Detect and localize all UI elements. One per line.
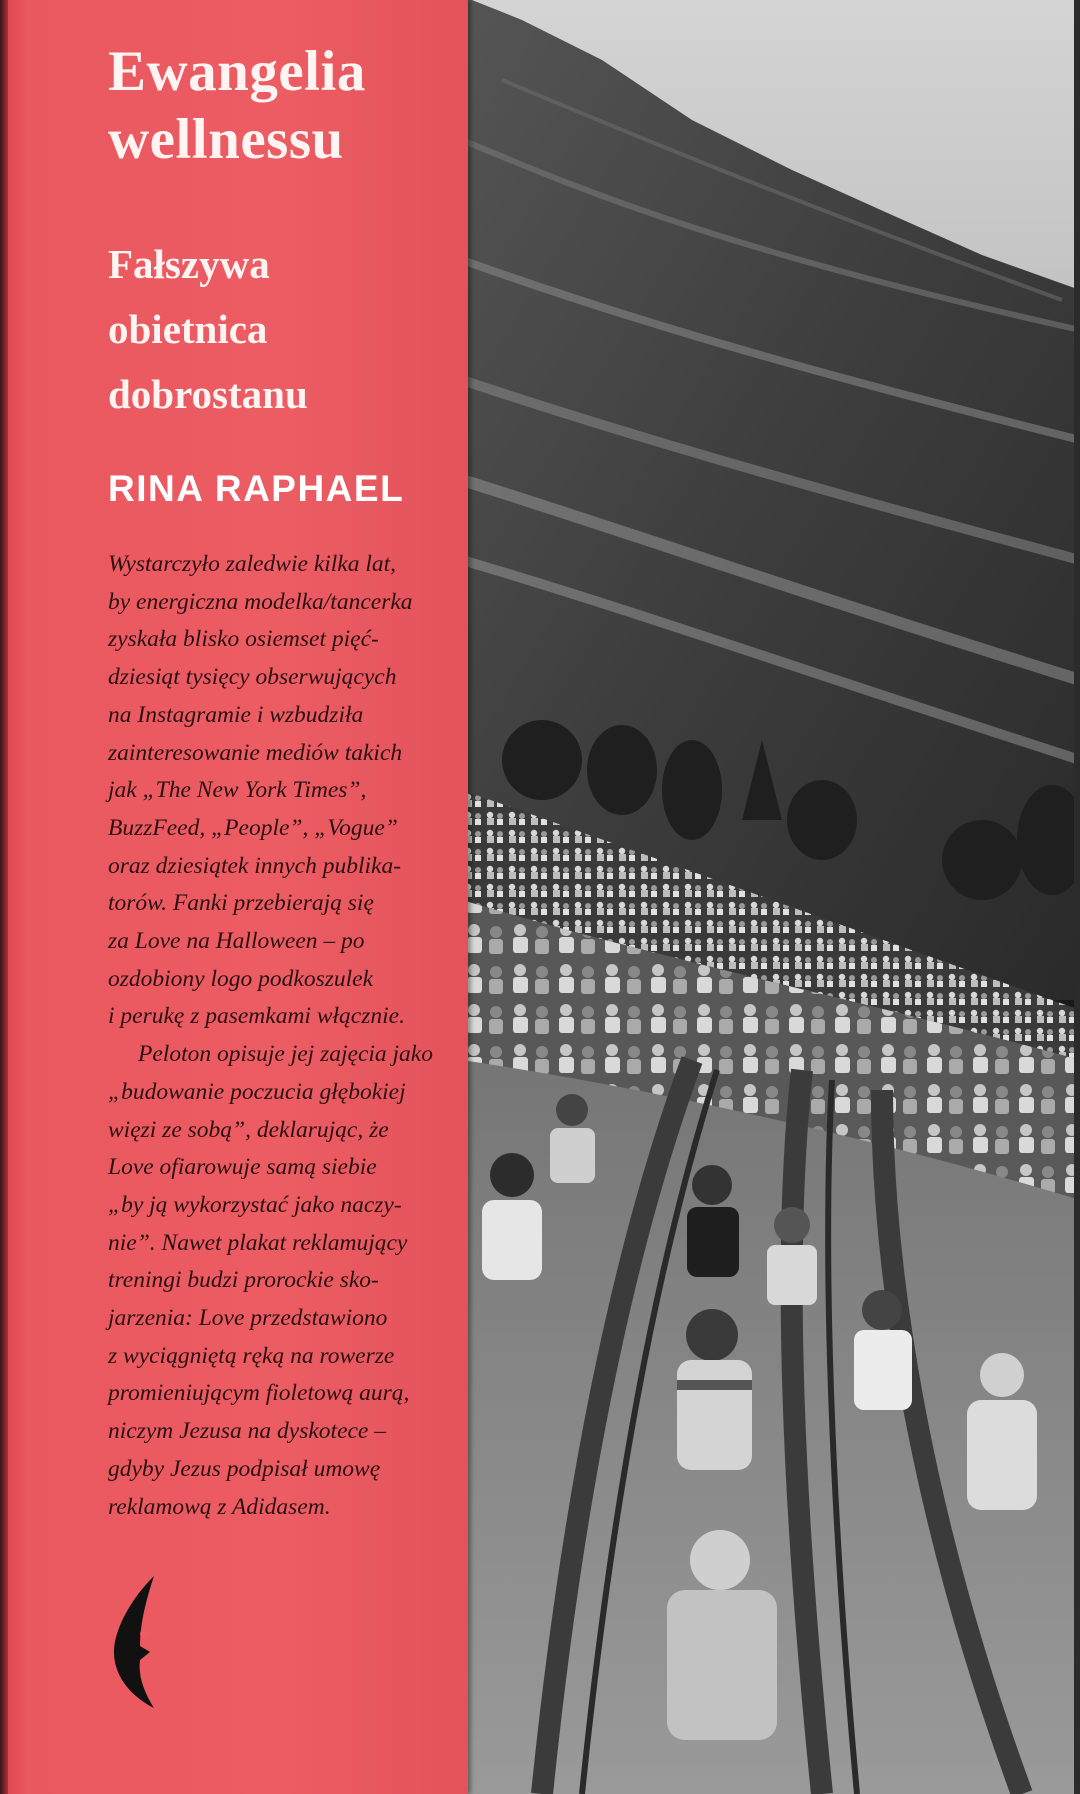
blurb-line: reklamową z Adidasem. — [108, 1493, 331, 1520]
blurb-line: by energiczna modelka/tancerka — [108, 588, 413, 615]
blurb-line: na Instagramie i wzbudziła — [108, 701, 364, 728]
book-title — [108, 38, 458, 174]
page-edge — [1074, 0, 1080, 1794]
blurb-text — [108, 546, 468, 1526]
blurb-line: zainteresowanie mediów takich — [108, 739, 403, 766]
blurb-line: torów. Fanki przebierają się — [108, 890, 374, 917]
title-line: wellnessu — [108, 108, 344, 171]
blurb-line: zyskała blisko osiemset pięć- — [108, 626, 379, 653]
author-name: RINA RAPHAEL — [108, 468, 405, 509]
blurb-line: za Love na Halloween – po — [108, 928, 365, 955]
blurb-line: jak „The New York Times”, — [108, 777, 367, 804]
cover-photo — [462, 0, 1080, 1794]
blurb-line: promieniującym fioletową aurą, — [108, 1380, 410, 1407]
blurb-line: więzi ze sobą”, deklarując, że — [108, 1116, 389, 1143]
book-subtitle — [108, 232, 458, 427]
title-line: Ewangelia — [108, 40, 366, 103]
blurb-line: z wyciągniętą ręką na rowerze — [108, 1342, 395, 1369]
blurb-line: i perukę z pasemkami włącznie. — [108, 1003, 405, 1030]
publisher-logo-icon — [110, 1572, 158, 1712]
blurb-line: nie”. Nawet plakat reklamujący — [108, 1229, 408, 1256]
subtitle-line: Fałszywa — [108, 241, 270, 287]
blurb-line: oraz dziesiątek innych publika- — [108, 852, 402, 879]
blurb-line: treningi budzi prorockie sko- — [108, 1267, 379, 1294]
blurb-line: jarzenia: Love przedstawiono — [108, 1305, 388, 1332]
blurb-line: gdyby Jezus podpisał umowę — [108, 1455, 381, 1482]
photo-amphitheater-yoga — [462, 0, 1080, 1794]
subtitle-line: dobrostanu — [108, 371, 308, 417]
blurb-line: BuzzFeed, „People”, „Vogue” — [108, 814, 398, 841]
blurb-line: dziesiąt tysięcy obserwujących — [108, 664, 397, 691]
blurb-line: Peloton opisuje jej zajęcia jako — [138, 1041, 433, 1068]
spine-edge — [0, 0, 8, 1794]
blurb-line: niczym Jezusa na dyskotece – — [108, 1418, 386, 1445]
blurb-line: „budowanie poczucia głębokiej — [108, 1078, 406, 1105]
blurb-line: ozdobiony logo podkoszulek — [108, 965, 373, 992]
subtitle-line: obietnica — [108, 306, 268, 352]
blurb-line: Love ofiarowuje samą siebie — [108, 1154, 377, 1181]
blurb-line: Wystarczyło zaledwie kilka lat, — [108, 551, 397, 577]
blurb-line: „by ją wykorzystać jako naczy- — [108, 1191, 402, 1218]
